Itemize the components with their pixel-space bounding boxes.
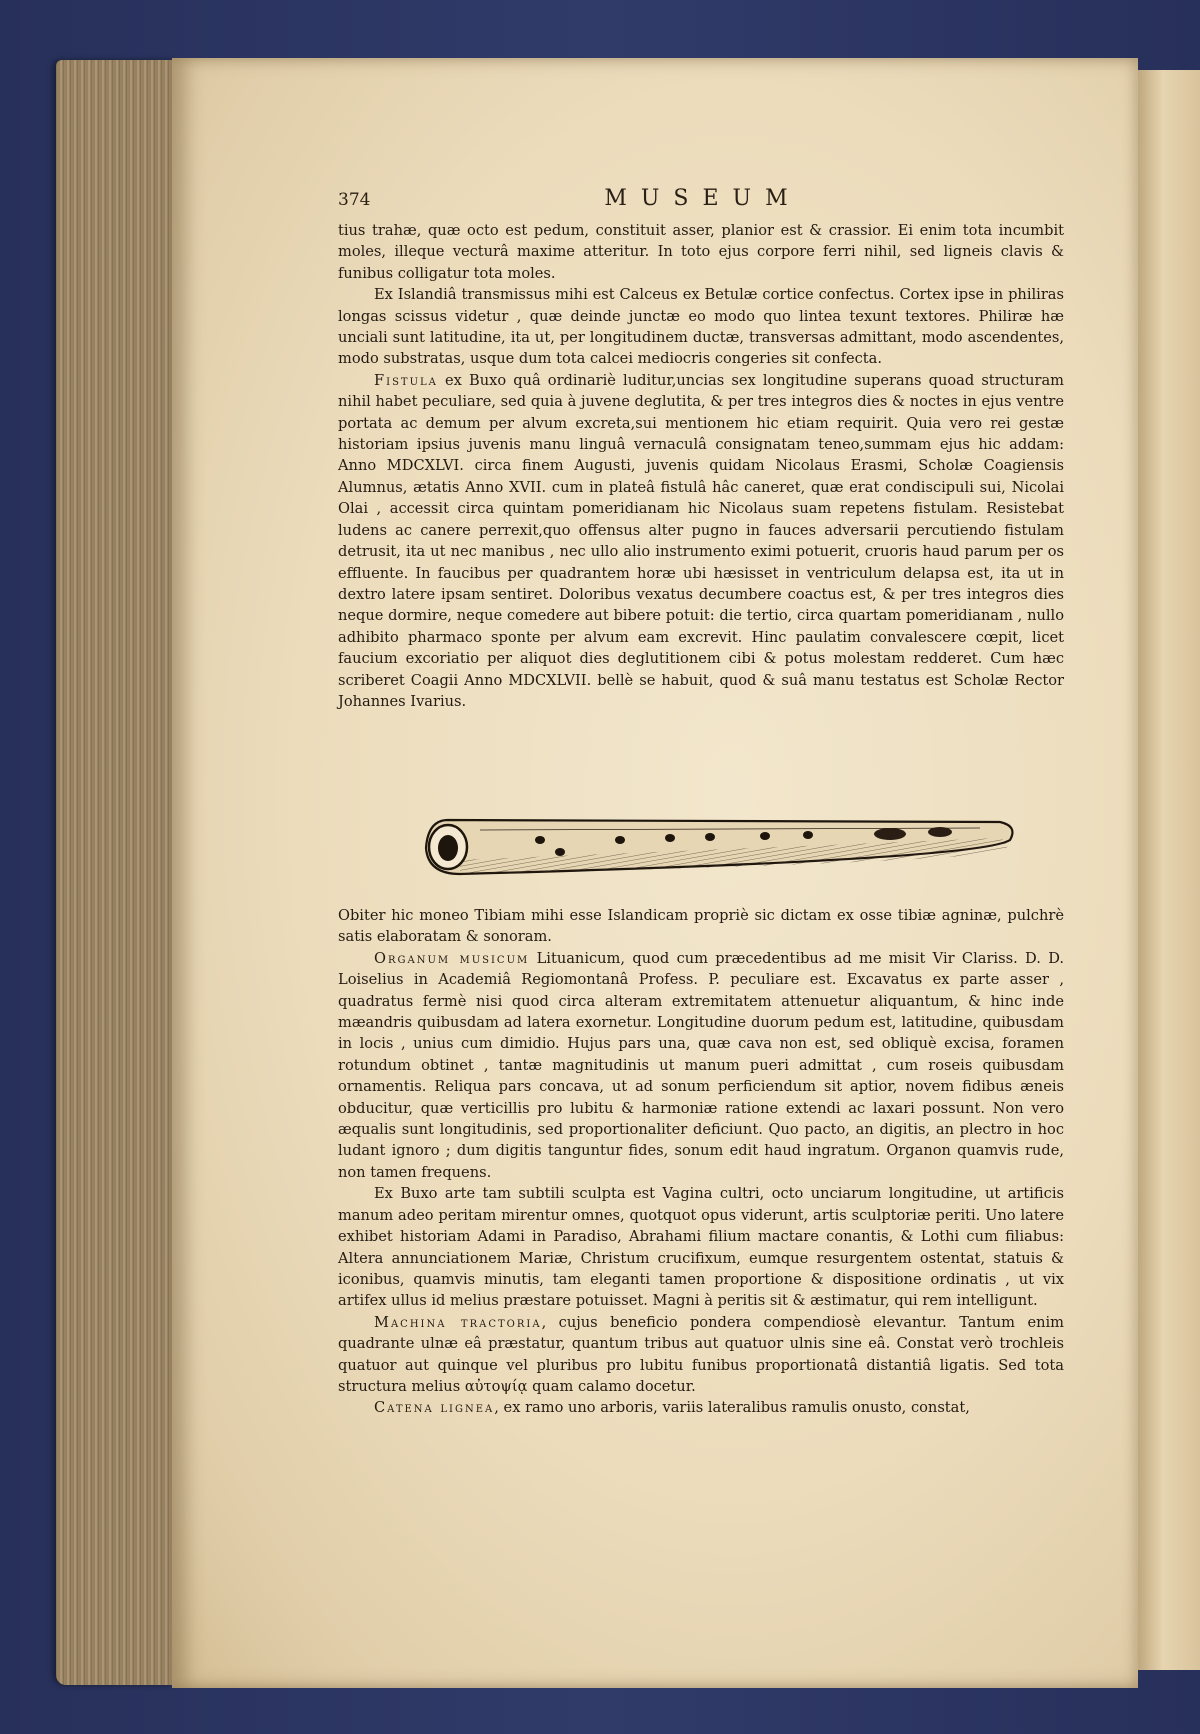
boxwood-flute-woodcut bbox=[420, 800, 1020, 900]
paragraph-machina bbox=[338, 1312, 1064, 1398]
running-head bbox=[338, 186, 1068, 220]
text-block-bottom bbox=[338, 905, 1064, 1419]
paragraph-text: , cujus beneficio pondera compendiosè elevantur. Tantum enim quadrante ulnæ eâ præstatur, quantum tribus aut quatuor ulnis sine eâ. Constat verò trochleis quatuor aut quinque vel pluribus pro lubitu funibus proportionatâ distantiâ ligatis. Sed tota structura melius αὐτοψίᾳ quam calamo docetur. bbox=[338, 1313, 1065, 1395]
paragraph-text: Lituanicum, quod cum præcedentibus ad me misit Vir Clariss. D. D. Loiselius in Academiâ Regiomontanâ Profess. P. peculiare est. Excavatus ex parte asser , quadratus fermè nisi quod circa alteram extremitatem attenuetur aliquantum, & hinc inde mæandris quibusdam ad latera exornetur. Longitudine duorum pedum est, latitudine, quibusdam in locis , unius cum dimidio. Hujus pars una, quæ cava non est, sed obliquè excisa, foramen rotundum obtinet , tantæ magnitudinis ut manum pueri admittat , cum roseis quibusdam ornamentis. Reliqua pars concava, ut ad sonum perficiendum sit aptior, novem fidibus æneis obducitur, quæ verticillis pro lubitu & harmoniæ ratione extendi ac laxari possunt. Non vero æqualis sunt longitudinis, sed proportionaliter deficiunt. Quo pacto, an digitis, an plectro in hoc ludant ignoro ; dum digitis tanguntur fides, sonum edit haud ingratum. Organon quamvis rude, non tamen frequens. bbox=[338, 949, 1065, 1181]
paragraph-text: Ex Buxo arte tam subtili sculpta est Vagina cultri, octo unciarum longitudine, ut artificis manum adeo peritam mirentur omnes, quotquot opus viderunt, artis sculptoriæ periti. Uno latere exhibet historiam Adami in Paradiso, Abrahami filium mactare conantis, & Lothi cum filiabus: Altera annunciationem Mariæ, Christum crucifixum, eumque resurgentem ostentat, statuis & iconibus, quamvis minutis, tam eleganti tamen proportione & dispositione ordinatis , ut vix artifex ullus id melius præstare potuisset. Magni à peritis sit & æstimatur, qui rem intelligunt. bbox=[338, 1185, 1064, 1310]
paragraph-lead: Catena lignea bbox=[374, 1399, 495, 1417]
paragraph-text: tius trahæ, quæ octo est pedum, constituit asser, planior est & crassior. Ei enim tota incumbit moles, illeque vecturâ maxime atteritur. In toto ejus corpore ferri nihil, sed ligneis clavis & funibus colligatur tota moles. bbox=[338, 222, 1064, 282]
paragraph-lead: Machina tractoria bbox=[374, 1313, 542, 1331]
paragraph-lead: Organum musicum bbox=[374, 949, 530, 967]
paragraph-tibia bbox=[338, 905, 1064, 948]
paragraph-trahae bbox=[338, 220, 1064, 284]
text-block-top bbox=[338, 220, 1064, 712]
paragraph-text: ex Buxo quâ ordinariè luditur,uncias sex longitudine superans quoad structuram nihil habet peculiare, sed quia à juvene deglutita, & per tres integros dies & noctes in ejus ventre portata ac demum per alvum excreta,sui mentionem hic etiam requirit. Quia vero rei gestæ historiam ipsius juvenis manu linguâ vernaculâ consignatam teneo,summam ejus hic addam: Anno MDCXLVI. circa finem Augusti, juvenis quidam Nicolaus Erasmi, Scholæ Coagiensis Alumnus, ætatis Anno XVII. cum in plateâ fistulâ hâc caneret, quæ erat condiscipuli sui, Nicolai Olai , accessit circa quintam pomeridianam hic Nicolaus suam repetens fistulam. Resistebat ludens ac canere perrexit,quo offensus alter pugno in fauces adversarii percutiendo fistulam detrusit, ita ut nec manibus , nec ullo alio instrumento eximi potuerit, cruoris haud parum per os effluente. In faucibus per quadrantem horæ ubi hæsisset in ventriculum delapsa est, ita ut in dextro latere ipsam sentiret. Doloribus vexatus decumbere coactus est, & per tres integros dies neque dormire, neque comedere aut bibere potuit: die tertio, circa quartam pomeridianam , nullo adhibito pharmaco sponte per alvum eam excrevit. Hinc paulatim convalescere cœpit, licet faucium excoriatio per aliquot dies deglutitionem cibi & potus molestam redderet. Cum hæc scriberet Coagii Anno MDCXLVII. bellè se habuit, quod & suâ manu testatus est Scholæ Rector Johannes Ivarius. bbox=[338, 371, 1065, 710]
paragraph-fistula bbox=[338, 370, 1064, 713]
paragraph-text: Ex Islandiâ transmissus mihi est Calceus ex Betulæ cortice confectus. Cortex ipse in philiras longas scissus videtur , quæ deinde junctæ eo modo quo lintea texunt textores. Philiræ hæ unciali sunt latitudine, ita ut, per longitudinem ductæ, transversas admittant, modo ascendentes, modo substratas, usque dum tota calcei mediocris congeries sit confecta. bbox=[338, 286, 1064, 368]
page-block-edge bbox=[56, 60, 176, 1685]
paragraph-calceus bbox=[338, 284, 1064, 370]
paragraph-lead: Fistula bbox=[374, 371, 438, 389]
paragraph-catena bbox=[338, 1397, 1064, 1418]
paragraph-text: Obiter hic moneo Tibiam mihi esse Islandicam propriè sic dictam ex osse tibiæ agninæ, pulchrè satis elaboratam & sonoram. bbox=[338, 907, 1064, 946]
paragraph-text: , ex ramo uno arboris, variis lateralibus ramulis onusto, constat, bbox=[494, 1399, 970, 1417]
paragraph-organum bbox=[338, 948, 1064, 1183]
paragraph-vagina bbox=[338, 1183, 1064, 1311]
running-head-title: MUSEUM bbox=[604, 186, 802, 211]
facing-page-edge bbox=[1138, 70, 1200, 1670]
page-number: 374 bbox=[338, 190, 371, 210]
